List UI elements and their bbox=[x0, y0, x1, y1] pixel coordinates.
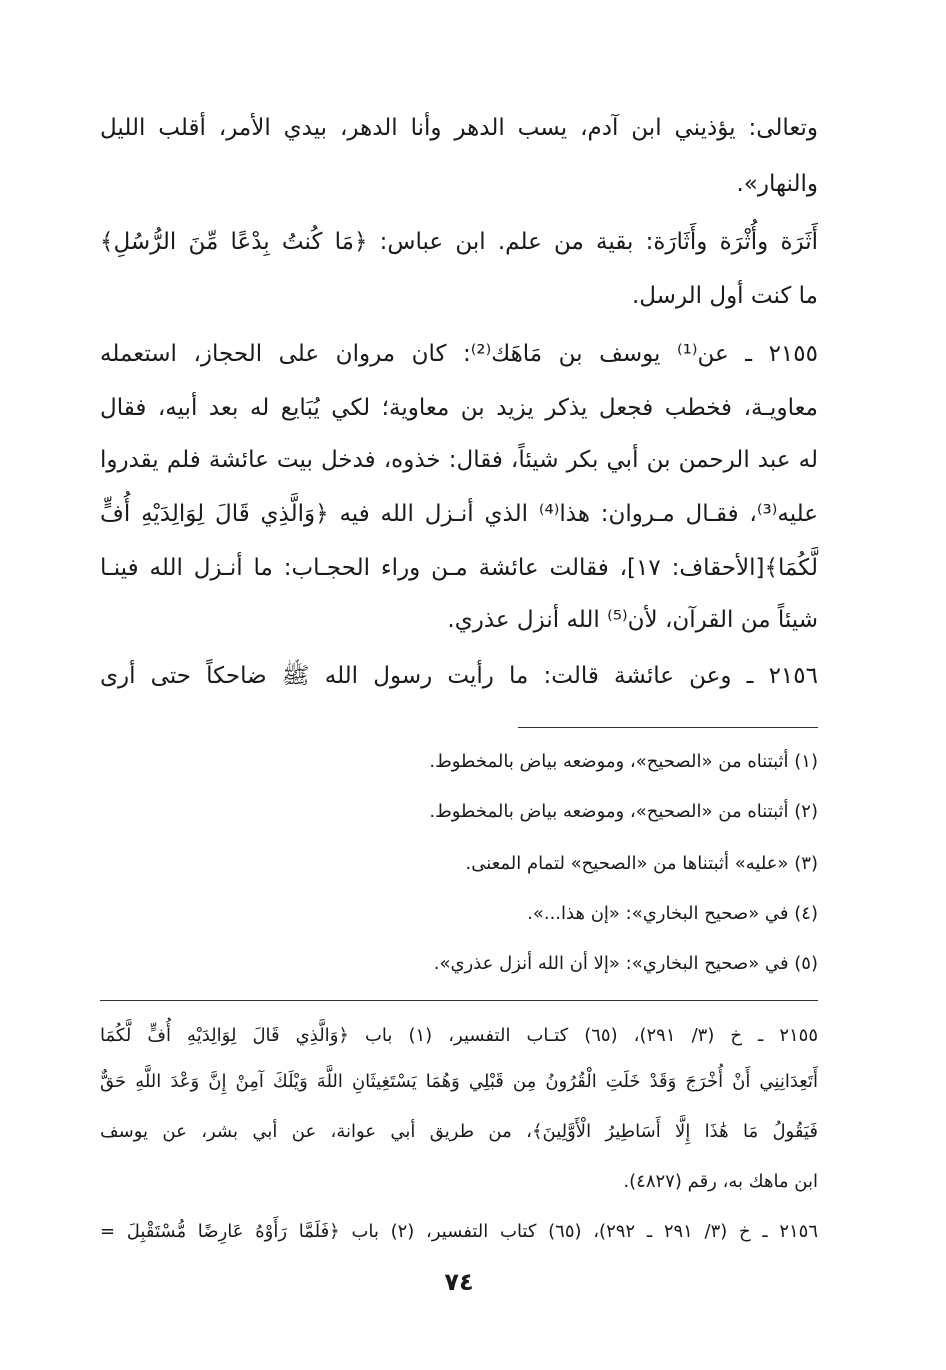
hadith-2156-line: ٢١٥٦ ـ وعن عائشة قالت: ما رأيت رسول الله ﷺ ضاحكاً حتى أرى bbox=[100, 663, 818, 689]
footnote-3: (٣) «عليه» أثبتناها من «الصحيح» لتمام المعنى. bbox=[465, 853, 818, 874]
source-line: أَتَعِدَانِنِي أَنْ أُخْرَجَ وَقَدْ خَلَتِ الْقُرُونُ مِن قَبْلِي وَهُمَا يَسْتَغِيثَانِ اللَّهَ وَيْلَكَ آمِنْ إِنَّ وَعْدَ اللَّهِ حَقٌّ bbox=[100, 1071, 818, 1092]
page-number: ٧٤ bbox=[444, 1268, 474, 1296]
footnote-4: (٤) في «صحيح البخاري»: «إن هذا...». bbox=[527, 903, 818, 924]
main-text-line: معاويـة، فخطب فجعل يذكر يزيد بن معاوية؛ لكي يُبَايع له بعد أبيه، فقال bbox=[100, 395, 818, 421]
main-text-line: أَثَرَة وأُثْرَة وأَثَارَة: بقية من علم. ابن عباس: ﴿مَا كُنتُ بِدْعًا مِّنَ الرُّسُلِ﴾ bbox=[100, 229, 818, 255]
footnote-1: (١) أثبتناه من «الصحيح»، وموضعه بياض بالمخطوط. bbox=[429, 751, 818, 772]
main-text-line: لَّكُمَا﴾[الأحقاف: ١٧]، فقالت عائشة مـن وراء الحجـاب: ما أنـزل الله فينـا bbox=[100, 555, 819, 581]
footnote-separator bbox=[518, 727, 818, 728]
main-text-line: شيئاً من القرآن، لأن⁽⁵⁾ الله أنزل عذري. bbox=[447, 607, 818, 633]
source-line: ابن ماهك به، رقم (٤٨٢٧). bbox=[623, 1171, 818, 1192]
source-line: فَيَقُولُ مَا هَٰذَا إِلَّا أَسَاطِيرُ الْأَوَّلِينَ﴾، من طريق أبي عوانة، عن أبي بشر، عن يوسف bbox=[100, 1121, 818, 1142]
hadith-2155-line: ٢١٥٥ ـ عن⁽¹⁾ يوسف بن مَاهَك⁽²⁾: كان مروان على الحجاز، استعمله bbox=[100, 341, 818, 367]
footnote-2: (٢) أثبتناه من «الصحيح»، وموضعه بياض بالمخطوط. bbox=[429, 801, 818, 822]
main-text-line: له عبد الرحمن بن أبي بكر شيئاً، فقال: خذوه، فدخل بيت عائشة فلم يقدروا bbox=[100, 447, 818, 473]
main-text-line: عليه⁽³⁾، فقـال مـروان: هذا⁽⁴⁾ الذي أنـزل الله فيه ﴿وَالَّذِي قَالَ لِوَالِدَيْهِ أُفٍّ bbox=[100, 501, 819, 527]
main-text-line: والنهار». bbox=[736, 171, 818, 197]
main-text-line: وتعالى: يؤذيني ابن آدم، يسب الدهر وأنا الدهر، بيدي الأمر، أقلب الليل bbox=[100, 115, 818, 141]
sources-separator bbox=[100, 1000, 818, 1001]
book-page bbox=[100, 0, 818, 1370]
main-text-line: ما كنت أول الرسل. bbox=[631, 283, 818, 309]
source-2156-line: ٢١٥٦ ـ خ (٣/ ٢٩١ ـ ٢٩٢)، (٦٥) كتاب التفسير، (٢) باب ﴿فَلَمَّا رَأَوْهُ عَارِضًا مُّسْتَقْبِلَ = bbox=[100, 1221, 819, 1242]
footnote-5: (٥) في «صحيح البخاري»: «إلا أن الله أنزل عذري». bbox=[433, 953, 818, 974]
source-2155-line: ٢١٥٥ ـ خ (٣/ ٢٩١)، (٦٥) كتـاب التفسير، (١) باب ﴿وَالَّذِي قَالَ لِوَالِدَيْهِ أُفٍّ لَّكُمَا bbox=[100, 1025, 819, 1046]
